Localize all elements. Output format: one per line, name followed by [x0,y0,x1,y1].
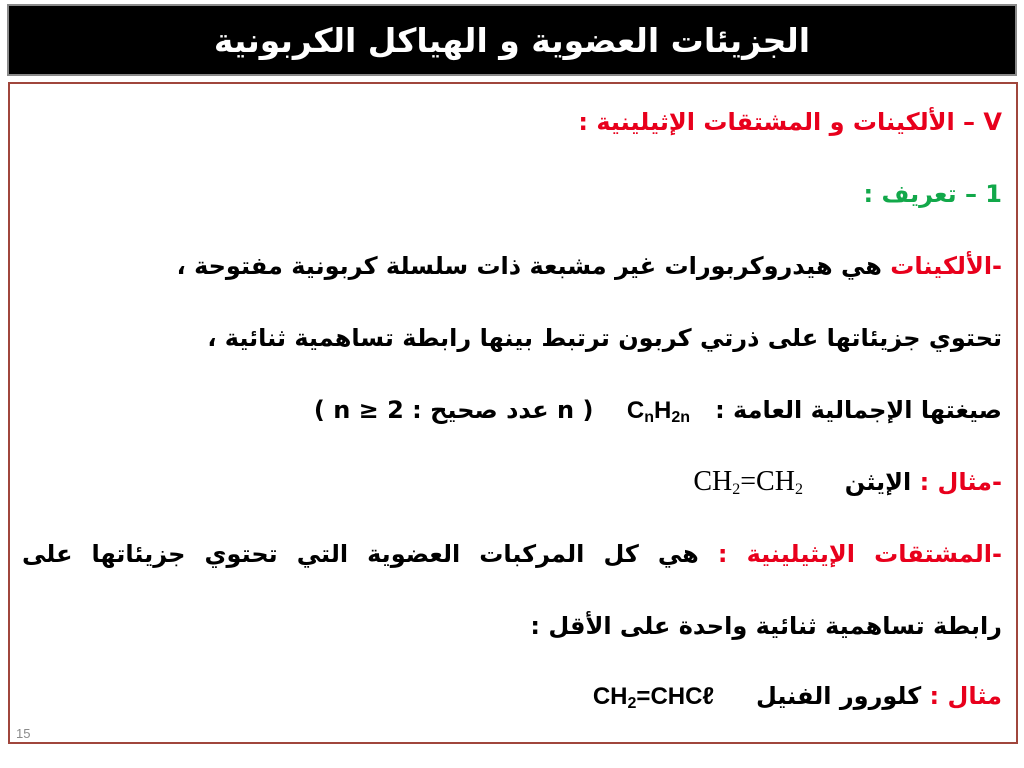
derivatives-line-2: رابطة تساهمية ثنائية واحدة على الأقل : [530,612,1002,640]
definition-line-1 [22,252,1002,280]
slide-title: الجزيئات العضوية و الهياكل الكربونية [213,20,811,60]
example-1-line [22,466,1002,499]
alkenes-definition: هي هيدروكربورات غير مشبعة ذات سلسلة كربونية مفتوحة ، [176,252,891,280]
general-formula: $C_nH_{2n}$ [626,397,690,426]
page-number: 15 [16,726,31,741]
slide-title-bar [7,4,1017,76]
example-2-name: كلورور الفنيل [755,682,922,710]
ethene-formula: $CH_2=CH_2$ [693,466,803,498]
example-1-name: الإيثن [844,468,912,496]
definition-subheading: 1 – تعريف : [863,180,1002,208]
derivatives-term: -المشتقات الإيثيلينية : [717,540,1002,568]
formula-condition: ( n عدد صحيح : n ≥ 2 ) [313,396,594,424]
general-formula-line [22,396,1002,427]
example-2-line [22,682,1002,713]
definition-line-2: تحتوي جزيئاتها على ذرتي كربون ترتبط بينها رابطة تساهمية ثنائية ، [207,324,1002,352]
example-2-label: مثال : [929,682,1002,710]
vinyl-chloride-formula: $CH_2=CHC\ell$ [592,683,715,712]
section-heading: V – الألكينات و المشتقات الإثيلينية : [578,108,1002,136]
alkenes-term: -الألكينات [890,252,1002,280]
derivatives-definition: هي كل المركبات العضوية التي تحتوي جزيئاتها على [22,540,718,568]
derivatives-line-1 [22,540,1002,568]
example-1-label: -مثال : [919,468,1002,496]
general-formula-label: صيغتها الإجمالية العامة : [715,396,1002,424]
